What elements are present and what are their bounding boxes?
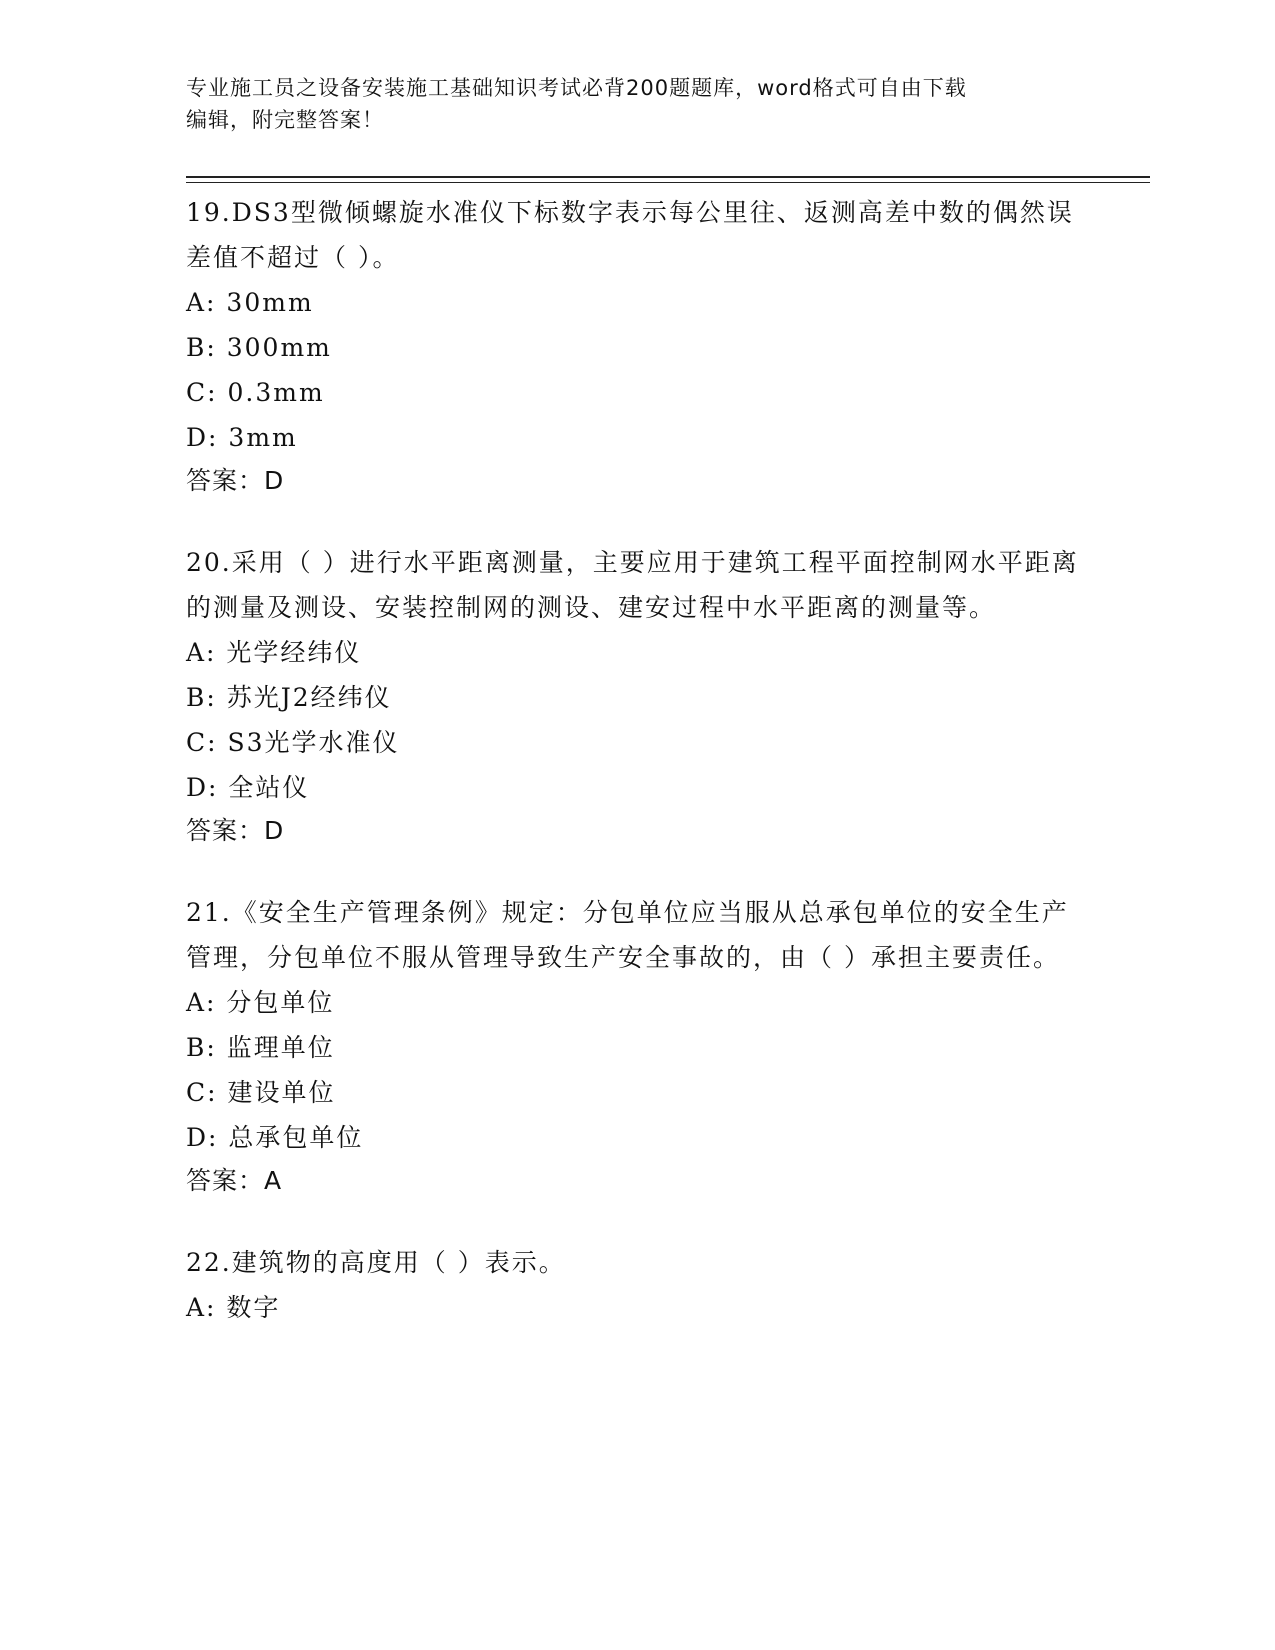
header-divider-thick (186, 176, 1150, 178)
answer-line: 答案：D (186, 466, 285, 495)
question-stem: 19.DS3型微倾螺旋水准仪下标数字表示每公里往、返测高差中数的偶然误差值不超过（ ）。 (186, 198, 1074, 272)
option-c: C: 建设单位 (186, 1078, 336, 1107)
option-b: B: 300mm (186, 333, 332, 362)
question-22 (186, 1240, 1086, 1330)
header-line-1: 专业施工员之设备安装施工基础知识考试必背200题题库，word格式可自由下载 (186, 76, 967, 100)
option-a: A: 30mm (186, 288, 314, 317)
option-c: C: S3光学水准仪 (186, 728, 400, 757)
answer-line: 答案：A (186, 1166, 283, 1195)
header-line-2: 编辑，附完整答案！ (186, 108, 384, 132)
option-a: A: 数字 (186, 1293, 281, 1322)
question-20 (186, 540, 1086, 852)
document-header (186, 72, 1066, 136)
option-b: B: 苏光J2经纬仪 (186, 683, 392, 712)
option-c: C: 0.3mm (186, 378, 325, 407)
option-d: D: 总承包单位 (186, 1123, 364, 1152)
question-list (186, 190, 1086, 1368)
option-d: D: 全站仪 (186, 773, 310, 802)
question-stem: 20.采用（ ）进行水平距离测量，主要应用于建筑工程平面控制网水平距离的测量及测设、安装控制网的测设、建安过程中水平距离的测量等。 (186, 548, 1079, 622)
option-a: A: 光学经纬仪 (186, 638, 362, 667)
header-divider-thin (186, 182, 1150, 183)
question-stem: 22.建筑物的高度用（ ）表示。 (186, 1248, 566, 1277)
option-d: D: 3mm (186, 423, 298, 452)
question-21 (186, 890, 1086, 1202)
option-a: A: 分包单位 (186, 988, 335, 1017)
option-b: B: 监理单位 (186, 1033, 335, 1062)
question-19 (186, 190, 1086, 502)
answer-line: 答案：D (186, 816, 285, 845)
question-stem: 21.《安全生产管理条例》规定：分包单位应当服从总承包单位的安全生产管理，分包单位不服从管理导致生产安全事故的，由（ ）承担主要责任。 (186, 898, 1069, 972)
